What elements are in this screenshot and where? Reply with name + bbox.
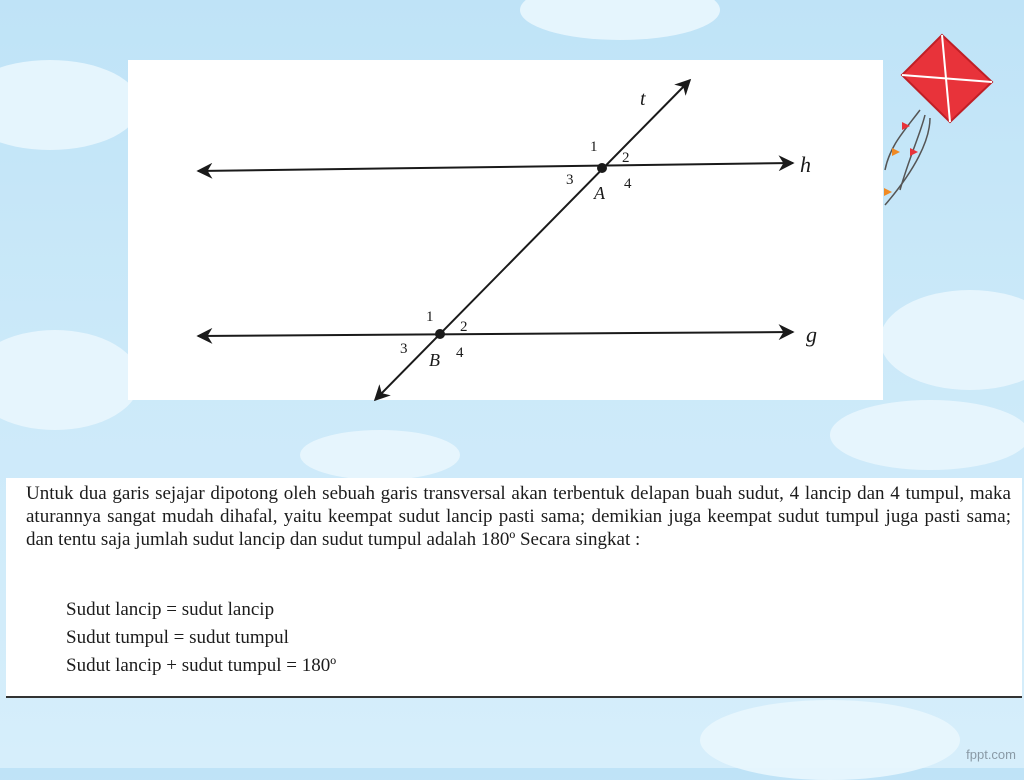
line-h [198, 163, 793, 171]
angle-a-1: 1 [590, 139, 598, 155]
line-g [198, 332, 793, 336]
line-t [375, 80, 690, 400]
angle-b-3: 3 [400, 341, 408, 357]
cloud [300, 430, 460, 480]
angle-b-1: 1 [426, 309, 434, 325]
cloud [520, 0, 720, 40]
point-a-dot [597, 163, 607, 173]
angle-b-2: 2 [460, 319, 468, 335]
point-b-dot [435, 329, 445, 339]
rule-obtuse: Sudut tumpul = sudut tumpul [66, 627, 289, 648]
divider [6, 696, 1022, 698]
cloud [0, 60, 140, 150]
cloud [0, 330, 140, 430]
cloud [830, 400, 1024, 470]
kite-icon [880, 30, 1000, 210]
watermark: fppt.com [966, 747, 1016, 762]
diagram-panel [128, 60, 883, 400]
angle-b-4: 4 [456, 345, 464, 361]
angle-a-3: 3 [566, 172, 574, 188]
transversal-label: t [640, 88, 646, 110]
cloud [700, 700, 960, 780]
rule-sum: Sudut lancip + sudut tumpul = 180º [66, 655, 337, 676]
rule-acute: Sudut lancip = sudut lancip [66, 599, 275, 620]
line-h-label: h [800, 152, 811, 177]
point-a-label: A [594, 183, 605, 203]
point-b-label: B [429, 350, 440, 370]
cloud [880, 290, 1024, 390]
explanation-paragraph: Untuk dua garis sejajar dipotong oleh sebuah garis transversal akan terbentuk delapan buah sudut, 4 lancip dan 4 tumpul, maka aturannya sangat mudah dihafal, yaitu keempat sudut lancip pasti sama; demikian juga keempat sudut tumpul juga pasti sama; dan tentu saja jumlah sudut lancip dan sudut tumpul adalah 180º Secara singkat : [26, 483, 1011, 550]
rules-list [66, 596, 336, 680]
parallel-lines-diagram [128, 60, 883, 400]
line-g-label: g [806, 322, 817, 347]
text-panel [6, 478, 1022, 698]
angle-a-4: 4 [624, 176, 632, 192]
angle-a-2: 2 [622, 150, 630, 166]
